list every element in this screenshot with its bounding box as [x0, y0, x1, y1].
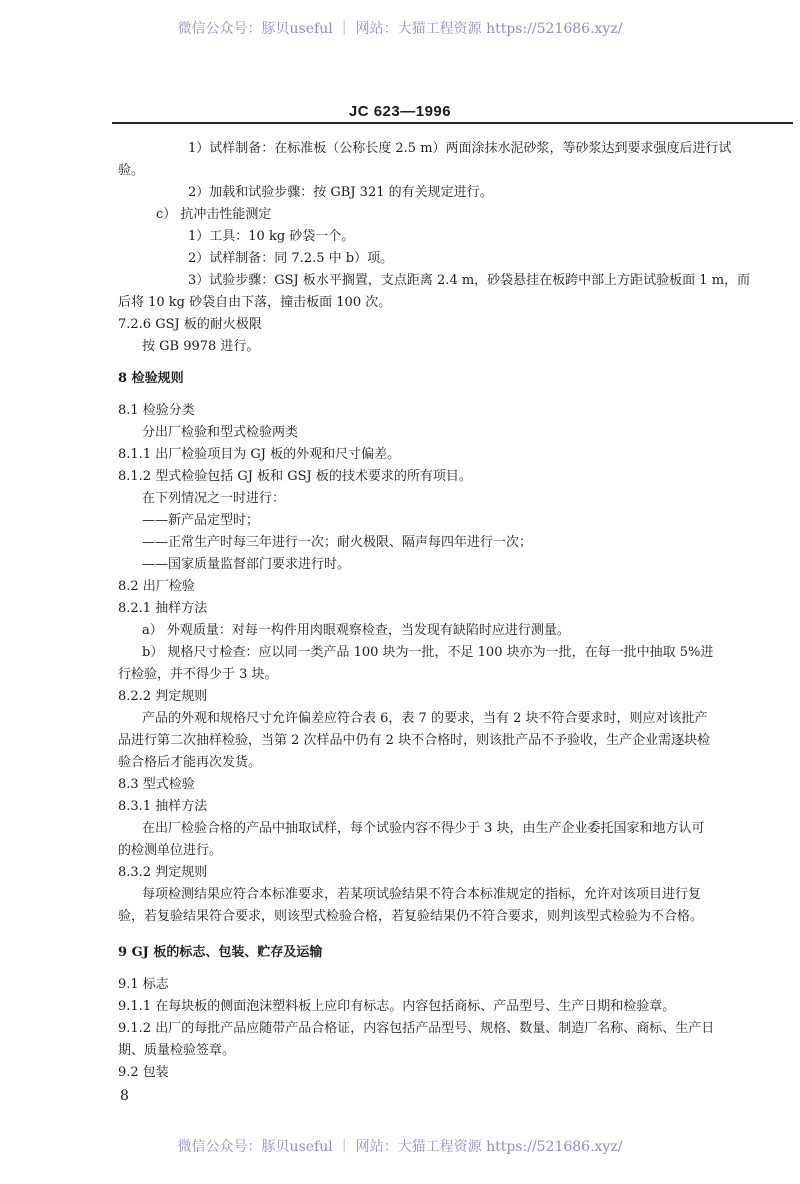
text-line: 8.3.1 抽样方法 — [118, 799, 208, 814]
text-line: 2）加载和试验步骤：按 GBJ 321 的有关规定进行。 — [188, 185, 493, 200]
section-heading: 8 检验规则 — [118, 371, 184, 386]
text-line: 9.1.1 在每块板的侧面泡沫塑料板上应印有标志。内容包括商标、产品型号、生产日期和检验章。 — [118, 999, 676, 1014]
text-line: ——国家质量监督部门要求进行时。 — [142, 557, 351, 572]
text-line: 8.3.2 判定规则 — [118, 865, 208, 880]
text-line: 产品的外观和规格尺寸允许偏差应符合表 6，表 7 的要求，当有 2 块不符合要求时，则应对该批产 — [142, 711, 708, 726]
page-number: 8 — [120, 1088, 129, 1104]
text-line: 8.3 型式检验 — [118, 777, 195, 792]
text-line: 7.2.6 GSJ 板的耐火极限 — [118, 317, 262, 332]
text-line: 8.1.1 出厂检验项目为 GJ 板的外观和尺寸偏差。 — [118, 447, 401, 462]
text-line: 分出厂检验和型式检验两类 — [142, 425, 299, 440]
text-line: 每项检测结果应符合本标准要求，若某项试验结果不符合本标准规定的指标，允许对该项目进行复 — [142, 887, 702, 902]
standard-code: JC 623—1996 — [348, 103, 452, 120]
text-line: ——新产品定型时； — [142, 513, 260, 528]
text-line: 行检验，并不得少于 3 块。 — [118, 667, 278, 682]
text-line: ——正常生产时每三年进行一次；耐火极限、隔声每四年进行一次； — [142, 535, 533, 550]
text-line: 9.2 包装 — [118, 1065, 169, 1080]
text-line: 的检测单位进行。 — [118, 843, 223, 858]
text-line: 2）试样制备：同 7.2.5 中 b）项。 — [188, 251, 394, 266]
text-line: 验合格后才能再次发货。 — [118, 755, 262, 770]
text-line: 9.1 标志 — [118, 977, 169, 992]
text-line: 8.2.2 判定规则 — [118, 689, 208, 704]
text-line: 按 GB 9978 进行。 — [142, 339, 260, 354]
text-line: 8.2 出厂检验 — [118, 579, 195, 594]
document-body — [118, 138, 790, 1084]
text-line: c） 抗冲击性能测定 — [156, 207, 272, 222]
text-line: 验。 — [118, 163, 145, 178]
watermark-top: 微信公众号：豚贝useful ｜ 网站：大猫工程资源 https://521686.xyz/ — [177, 21, 623, 37]
watermark-bottom: 微信公众号：豚贝useful ｜ 网站：大猫工程资源 https://521686.xyz/ — [177, 1139, 623, 1155]
section-heading: 9 GJ 板的标志、包装、贮存及运输 — [118, 945, 323, 960]
text-line: a） 外观质量：对每一构件用肉眼观察检查，当发现有缺陷时应进行测量。 — [142, 623, 570, 638]
text-line: 8.1.2 型式检验包括 GJ 板和 GSJ 板的技术要求的所有项目。 — [118, 469, 472, 484]
text-line: 1）工具：10 kg 砂袋一个。 — [188, 229, 355, 244]
text-line: 在下列情况之一时进行： — [142, 491, 286, 506]
text-line: b） 规格尺寸检查：应以同一类产品 100 块为一批，不足 100 块亦为一批，在每一批中抽取 5%进 — [142, 645, 714, 660]
text-line: 9.1.2 出厂的每批产品应随带产品合格证，内容包括产品型号、规格、数量、制造厂名称、商标、生产日 — [118, 1021, 715, 1036]
text-line: 品进行第二次抽样检验，当第 2 次样品中仍有 2 块不合格时，则该批产品不予验收，生产企业需逐块检 — [118, 733, 711, 748]
text-line: 8.2.1 抽样方法 — [118, 601, 208, 616]
text-line: 后将 10 kg 砂袋自由下落，撞击板面 100 次。 — [118, 295, 392, 310]
text-line: 8.1 检验分类 — [118, 403, 195, 418]
text-line: 期、质量检验签章。 — [118, 1043, 236, 1058]
text-line: 3）试验步骤：GSJ 板水平搁置，支点距离 2.4 m，砂袋悬挂在板跨中部上方距试验板面 1 m，而 — [188, 273, 751, 288]
text-line: 1）试样制备：在标准板（公称长度 2.5 m）两面涂抹水泥砂浆，等砂浆达到要求强度后进行试 — [188, 141, 732, 156]
text-line: 在出厂检验合格的产品中抽取试样，每个试验内容不得少于 3 块，由生产企业委托国家和地方认可 — [142, 821, 705, 836]
header-rule — [112, 122, 793, 124]
text-line: 验，若复验结果符合要求，则该型式检验合格，若复验结果仍不符合要求，则判该型式检验为不合格。 — [118, 909, 704, 924]
